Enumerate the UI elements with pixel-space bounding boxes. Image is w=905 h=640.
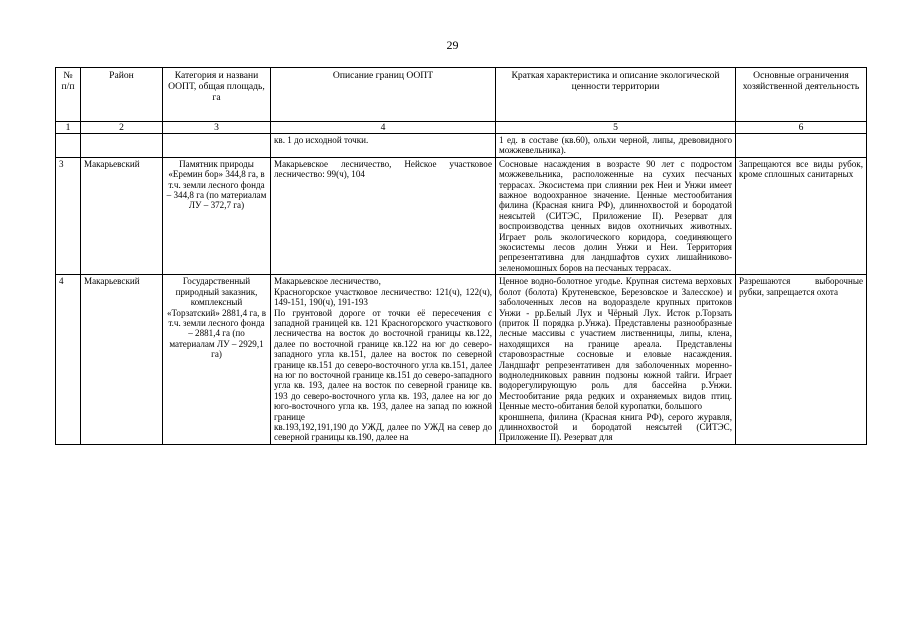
table-row: [56, 157, 867, 274]
row-restrictions: Запрещаются все виды рубок, кроме сплошных санитарных: [736, 157, 867, 274]
characteristic-text: кроншнепа, филина (Красная книга РФ), серого журавля, длиннохвостой и бородатой неясытей (СИТЭС, Приложение II). Резерват для: [499, 411, 732, 443]
col-number: 2: [81, 122, 163, 134]
col-number: 4: [271, 122, 496, 134]
row-district: Макарьевский: [81, 157, 163, 274]
boundaries-text: По грунтовой дороге от точки её пересечения с западной границей кв. 121 Красногорского участкового лесничества на восток до восточной границы кв.122, далее по восточной границе кв.122 на юг до северо-западного угла кв.151, далее на восток по северной границе кв.151 до северо-восточного угла кв.151, далее на юг по восточной границе кв.151 до северо-западного угла кв. 193, далее на восток по северной границе кв. 193 до северо-восточного угла кв. 193, далее на юг до юго-восточного угла кв. 193, далее на запад по южной границе: [274, 307, 492, 422]
col-number: 6: [736, 122, 867, 134]
row-district: Макарьевский: [81, 275, 163, 445]
col-number: 3: [163, 122, 271, 134]
continuation-boundaries: кв. 1 до исходной точки.: [271, 134, 496, 158]
header-restrictions: Основные ограничения хозяйственной деятельность: [736, 68, 867, 122]
characteristic-text: Ценное водно-болотное угодье. Крупная система верховых болот (болота) Крутеневское, Березовское и Залесское) и заболоченных лесов на водоразделе крупных притоков Унжи - рр.Белый Лух и Чёрный Лух. Исток р.Торзать (приток II порядка р.Унжа). Представлены разнообразные лесные массивы с участием лиственницы, липы, клена, находящихся на границе ареала. Представлены старовозрастные сосновые и еловые насаждения. Ландшафт репрезентативен для заболоченных моренно-водноледниковых равнин подзоны южной тайги. Играет водорегулирующую роль для бассейна р.Унжи. Местообитание ряда редких и охраняемых видов птиц. Ценные место-обитания белой куропатки, большого: [499, 276, 732, 412]
row-restrictions: Разрешаются выборочные рубки, запрещается охота: [736, 275, 867, 445]
row-num: 3: [56, 157, 81, 274]
table-header-row: [56, 68, 867, 122]
boundaries-text: кв.193,192,191,190 до УЖД, далее по УЖД на север до северной границы кв.190, далее на: [274, 421, 492, 443]
protected-areas-table: [55, 67, 867, 445]
table-row: [56, 275, 867, 445]
header-category: Категория и названи ООПТ, общая площадь, га: [163, 68, 271, 122]
header-num: № п/п: [56, 68, 81, 122]
col-number: 1: [56, 122, 81, 134]
row-characteristic: [496, 275, 736, 445]
row-boundaries: [271, 275, 496, 445]
row-characteristic: Сосновые насаждения в возрасте 90 лет с подростом можжевельника, расположенные на сухих песчаных террасах. Экосистема при слиянии рек Неи и Унжи имеет важное водоохранное значение. Ценные местообитания филина (Красная книга РФ), длиннохвостой и бородатой неясытей (СИТЭС, Приложение II). Резерват для воспроизводства ценных видов охотничьих животных. Играет роль экологического коридора, соединяющего экосистемы лесов долин Унжи и Неи. Территория репрезентативна для ландшафтов сухих лишайниково-зеленомошных боров на песчаных террасах.: [496, 157, 736, 274]
header-characteristic: Краткая характеристика и описание экологической ценности территории: [496, 68, 736, 122]
boundaries-text: Красногорское участковое лесничество: 121(ч), 122(ч), 149-151, 190(ч), 191-193: [274, 286, 492, 308]
col-number: 5: [496, 122, 736, 134]
header-boundaries: Описание границ ООПТ: [271, 68, 496, 122]
row-num: 4: [56, 275, 81, 445]
continuation-row: [56, 134, 867, 158]
continuation-characteristic: 1 ед. в составе (кв.60), ольхи черной, липы, древовидного можжевельника).: [496, 134, 736, 158]
row-category: Государственный природный заказник, комплексный «Торзатский» 2881,4 га, в т.ч. земли лесного фонда – 2881,4 га (по материалам ЛУ – 2929,1 га): [163, 275, 271, 445]
row-boundaries: Макарьевское лесничество, Нейское участковое лесничество: 99(ч), 104: [271, 157, 496, 274]
page-number: 29: [446, 38, 459, 52]
boundaries-text: Макарьевское лесничество,: [274, 276, 381, 287]
column-number-row: [56, 122, 867, 134]
header-district: Район: [81, 68, 163, 122]
row-category: Памятник природы «Еремин бор» 344,8 га, в т.ч. земли лесного фонда – 344,8 га (по материалам ЛУ – 372,7 га): [163, 157, 271, 274]
